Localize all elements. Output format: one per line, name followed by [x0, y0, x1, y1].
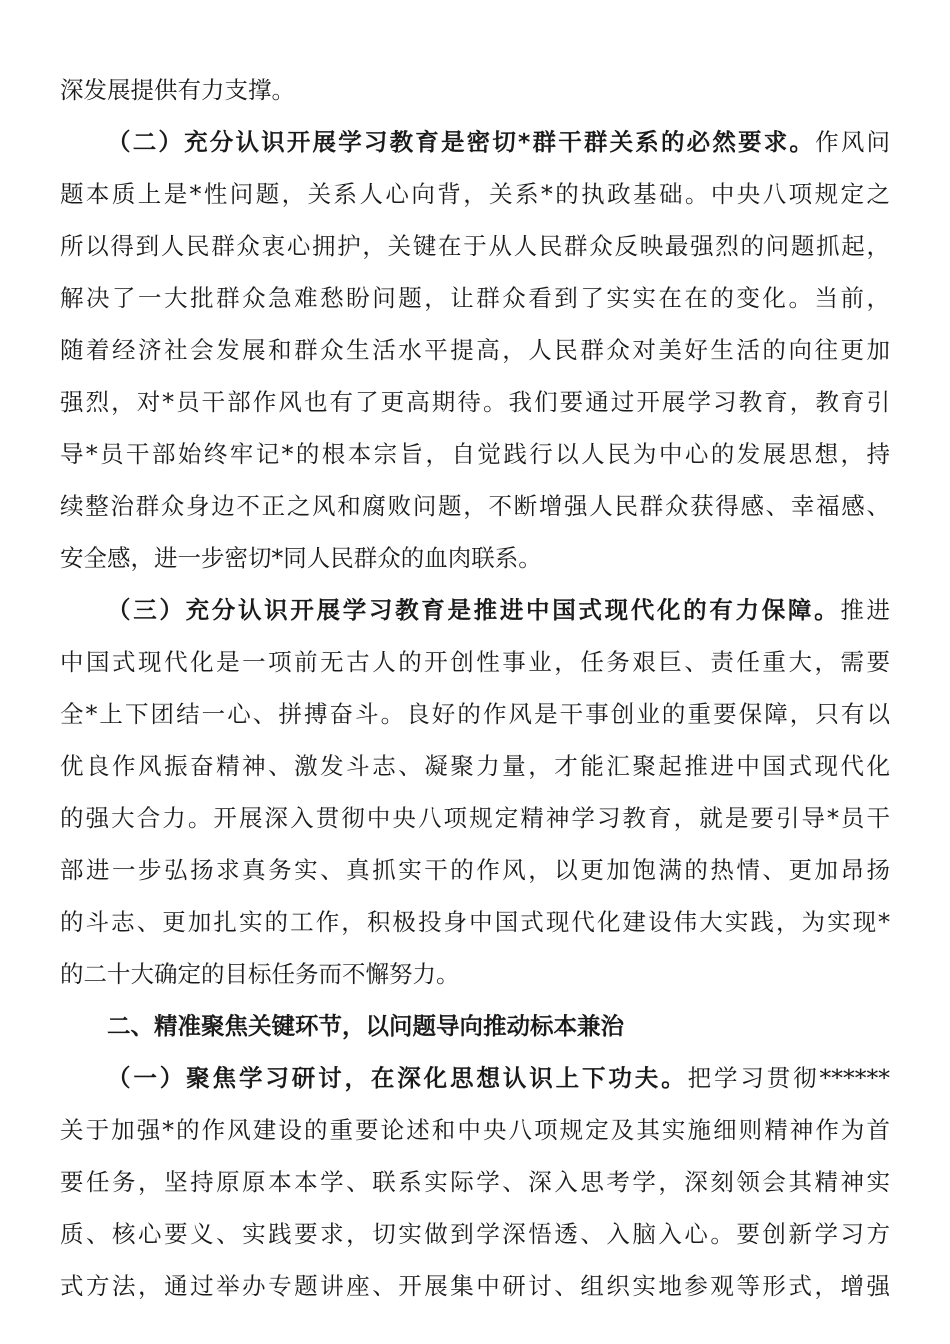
paragraph-line: 要任务，坚持原原本本学、联系实际学、深入思考学，深刻领会其精神实: [60, 1168, 890, 1196]
paragraph-line: 续整治群众身边不正之风和腐败问题，不断增强人民群众获得感、幸福感、: [60, 492, 890, 520]
paragraph-line: 中国式现代化是一项前无古人的开创性事业，任务艰巨、责任重大，需要: [60, 648, 890, 676]
paragraph-line: 导*员干部始终牢记*的根本宗旨，自觉践行以人民为中心的发展思想，持: [60, 440, 890, 468]
paragraph-line: 关于加强*的作风建设的重要论述和中央八项规定及其实施细则精神作为首: [60, 1116, 890, 1144]
section-heading: 二、精准聚焦关键环节，以问题导向推动标本兼治: [107, 1012, 624, 1040]
paragraph-line: 全*上下团结一心、拼搏奋斗。良好的作风是干事创业的重要保障，只有以: [60, 700, 890, 728]
paragraph-line: 优良作风振奋精神、激发斗志、凝聚力量，才能汇聚起推进中国式现代化: [60, 752, 890, 780]
paragraph-first-line: [107, 116, 890, 168]
paragraph-line: 安全感，进一步密切*同人民群众的血肉联系。: [60, 544, 542, 572]
section-heading-inline: （三）充分认识开展学习教育是推进中国式现代化的有力保障。: [107, 596, 841, 624]
paragraph-line: 强烈，对*员干部作风也有了更高期待。我们要通过开展学习教育，教育引: [60, 388, 890, 416]
paragraph-line: 质、核心要义、实践要求，切实做到学深悟透、入脑入心。要创新学习方: [60, 1220, 890, 1248]
paragraph-line: 深发展提供有力支撑。: [60, 76, 295, 104]
paragraph-text: 作风问: [815, 128, 890, 156]
section-heading-inline: （一）聚焦学习研讨，在深化思想认识上下功夫。: [107, 1064, 688, 1092]
paragraph-line: 所以得到人民群众衷心拥护，关键在于从人民群众反映最强烈的问题抓起，: [60, 232, 890, 260]
paragraph-line: 的二十大确定的目标任务而不懈努力。: [60, 960, 460, 988]
paragraph-line: 式方法，通过举办专题讲座、开展集中研讨、组织实地参观等形式，增强: [60, 1272, 890, 1300]
paragraph-line: 解决了一大批群众急难愁盼问题，让群众看到了实实在在的变化。当前，: [60, 284, 890, 312]
paragraph-text: 把学习贯彻******: [687, 1064, 890, 1092]
paragraph-line: 题本质上是*性问题，关系人心向背，关系*的执政基础。中央八项规定之: [60, 180, 890, 208]
paragraph-line: 的强大合力。开展深入贯彻中央八项规定精神学习教育，就是要引导*员干: [60, 804, 890, 832]
paragraph-first-line: [107, 584, 890, 636]
section-heading-inline: （二）充分认识开展学习教育是密切*群干群关系的必然要求。: [107, 128, 816, 156]
paragraph-line: 部进一步弘扬求真务实、真抓实干的作风，以更加饱满的热情、更加昂扬: [60, 856, 890, 884]
paragraph-first-line: [107, 1052, 890, 1104]
paragraph-text: 推进: [840, 596, 890, 624]
paragraph-line: 的斗志、更加扎实的工作，积极投身中国式现代化建设伟大实践，为实现*: [60, 908, 890, 936]
paragraph-line: 随着经济社会发展和群众生活水平提高，人民群众对美好生活的向往更加: [60, 336, 890, 364]
